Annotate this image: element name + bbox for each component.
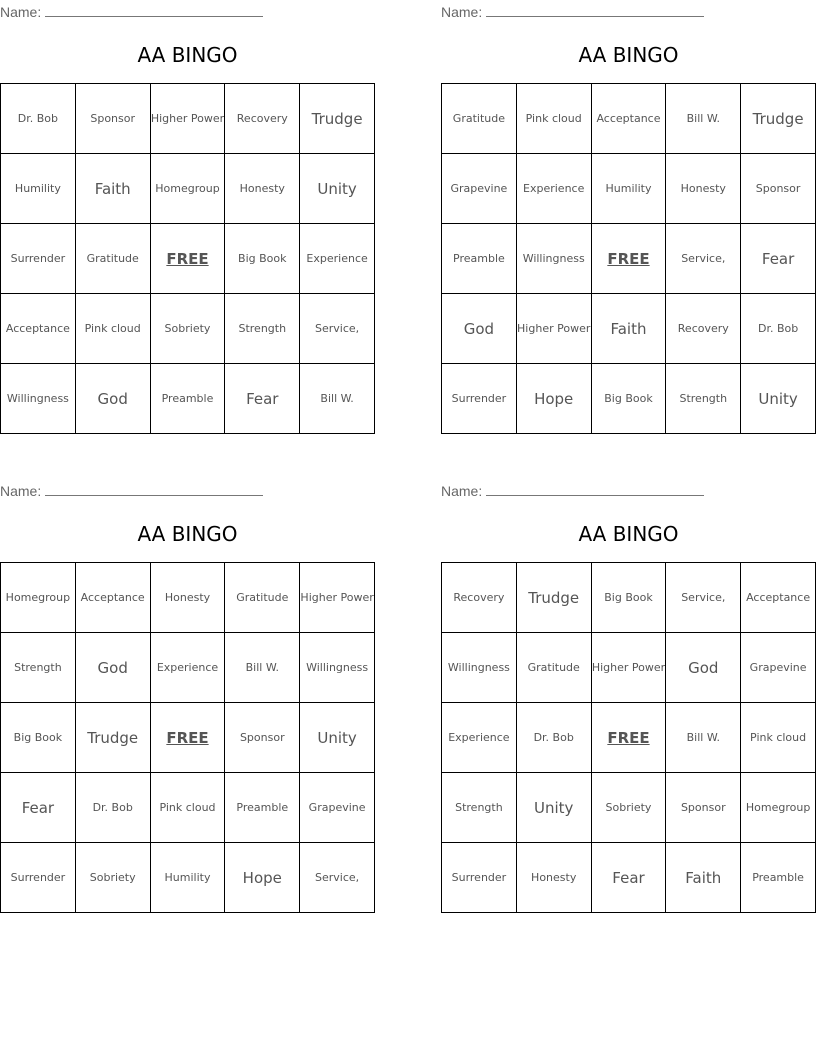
bingo-cell[interactable]: Service, (300, 843, 375, 913)
free-space-cell[interactable]: FREE (151, 224, 226, 294)
bingo-cell[interactable]: Trudge (76, 703, 151, 773)
bingo-cell[interactable]: God (442, 294, 517, 364)
bingo-cell[interactable]: Willingness (300, 633, 375, 703)
bingo-cell[interactable]: Honesty (225, 154, 300, 224)
bingo-cell[interactable]: Bill W. (666, 703, 741, 773)
bingo-cell[interactable]: Honesty (151, 563, 226, 633)
card-title: AA BINGO (578, 522, 679, 546)
bingo-cell[interactable]: Higher Power (592, 633, 667, 703)
bingo-grid (441, 562, 816, 913)
bingo-cell[interactable]: Higher Power (300, 563, 375, 633)
bingo-cell[interactable]: Dr. Bob (76, 773, 151, 843)
bingo-cell[interactable]: Grapevine (442, 154, 517, 224)
bingo-cell[interactable]: Service, (666, 563, 741, 633)
bingo-cell[interactable]: Bill W. (666, 84, 741, 154)
name-blank-line[interactable] (486, 481, 704, 496)
bingo-cell[interactable]: Bill W. (300, 364, 375, 434)
bingo-cell[interactable]: Grapevine (741, 633, 816, 703)
bingo-cell[interactable]: Big Book (592, 563, 667, 633)
bingo-cell[interactable]: Trudge (741, 84, 816, 154)
name-field (0, 481, 263, 499)
bingo-cell[interactable]: Honesty (666, 154, 741, 224)
name-field (0, 2, 263, 20)
bingo-cell[interactable]: Faith (76, 154, 151, 224)
bingo-cell[interactable]: Grapevine (300, 773, 375, 843)
bingo-cell[interactable]: Big Book (225, 224, 300, 294)
bingo-cell[interactable]: Homegroup (1, 563, 76, 633)
bingo-cell[interactable]: Preamble (225, 773, 300, 843)
bingo-cell[interactable]: Unity (517, 773, 592, 843)
bingo-cell[interactable]: Trudge (300, 84, 375, 154)
card-title: AA BINGO (137, 43, 238, 67)
bingo-cell[interactable]: Strength (666, 364, 741, 434)
bingo-cell[interactable]: Fear (592, 843, 667, 913)
bingo-cell[interactable]: Preamble (151, 364, 226, 434)
bingo-cell[interactable]: Humility (1, 154, 76, 224)
bingo-cell[interactable]: Recovery (225, 84, 300, 154)
bingo-cell[interactable]: Acceptance (741, 563, 816, 633)
free-space-cell[interactable]: FREE (592, 224, 667, 294)
card-title: AA BINGO (137, 522, 238, 546)
bingo-cell[interactable]: Sponsor (741, 154, 816, 224)
bingo-cell[interactable]: Homegroup (151, 154, 226, 224)
name-label: Name: (0, 4, 42, 20)
name-field (441, 2, 704, 20)
bingo-cell[interactable]: Hope (517, 364, 592, 434)
bingo-cell[interactable]: Surrender (1, 843, 76, 913)
bingo-cell[interactable]: Big Book (592, 364, 667, 434)
bingo-cell[interactable]: Acceptance (1, 294, 76, 364)
bingo-cell[interactable]: Surrender (1, 224, 76, 294)
bingo-cell[interactable]: Fear (225, 364, 300, 434)
bingo-cell[interactable]: God (666, 633, 741, 703)
bingo-cell[interactable]: Service, (300, 294, 375, 364)
bingo-cell[interactable]: Higher Power (151, 84, 226, 154)
bingo-card-3 (0, 479, 375, 913)
bingo-cell[interactable]: God (76, 633, 151, 703)
bingo-grid (0, 83, 375, 434)
bingo-cell[interactable]: Willingness (1, 364, 76, 434)
bingo-cell[interactable]: Fear (741, 224, 816, 294)
bingo-cell[interactable]: Dr. Bob (741, 294, 816, 364)
bingo-cell[interactable]: Experience (300, 224, 375, 294)
card-title: AA BINGO (578, 43, 679, 67)
bingo-cell[interactable]: Dr. Bob (517, 703, 592, 773)
bingo-cell[interactable]: Honesty (517, 843, 592, 913)
bingo-cell[interactable]: Service, (666, 224, 741, 294)
bingo-cell[interactable]: Gratitude (442, 84, 517, 154)
bingo-card-2 (441, 0, 816, 434)
bingo-cell[interactable]: Homegroup (741, 773, 816, 843)
name-label: Name: (0, 483, 42, 499)
bingo-cell[interactable]: Experience (442, 703, 517, 773)
free-space-cell[interactable]: FREE (592, 703, 667, 773)
bingo-cell[interactable]: Gratitude (517, 633, 592, 703)
bingo-cell[interactable]: Recovery (666, 294, 741, 364)
bingo-cell[interactable]: Unity (300, 154, 375, 224)
bingo-cell[interactable]: Hope (225, 843, 300, 913)
bingo-grid (441, 83, 816, 434)
bingo-cell[interactable]: Pink cloud (517, 84, 592, 154)
bingo-card-4 (441, 479, 816, 913)
free-space-cell[interactable]: FREE (151, 703, 226, 773)
bingo-cell[interactable]: Preamble (741, 843, 816, 913)
bingo-cell[interactable]: Fear (1, 773, 76, 843)
bingo-cell[interactable]: Surrender (442, 364, 517, 434)
bingo-cell[interactable]: Unity (300, 703, 375, 773)
bingo-cell[interactable]: Big Book (1, 703, 76, 773)
bingo-cell[interactable]: Strength (442, 773, 517, 843)
name-label: Name: (441, 483, 483, 499)
bingo-cell[interactable]: Willingness (517, 224, 592, 294)
bingo-cell[interactable]: Sponsor (76, 84, 151, 154)
bingo-cell[interactable]: Sponsor (666, 773, 741, 843)
bingo-cell[interactable]: Pink cloud (76, 294, 151, 364)
bingo-cell[interactable]: Strength (1, 633, 76, 703)
bingo-cell[interactable]: Pink cloud (151, 773, 226, 843)
bingo-cell[interactable]: Humility (592, 154, 667, 224)
name-blank-line[interactable] (45, 481, 263, 496)
name-label: Name: (441, 4, 483, 20)
bingo-cell[interactable]: Unity (741, 364, 816, 434)
bingo-cell[interactable]: Willingness (442, 633, 517, 703)
bingo-cell[interactable]: Faith (592, 294, 667, 364)
bingo-cell[interactable]: Gratitude (225, 563, 300, 633)
bingo-cell[interactable]: Higher Power (517, 294, 592, 364)
bingo-cell[interactable]: Dr. Bob (1, 84, 76, 154)
bingo-cell[interactable]: Faith (666, 843, 741, 913)
name-field (441, 481, 704, 499)
bingo-cell[interactable]: Trudge (517, 563, 592, 633)
bingo-cell[interactable]: Sobriety (151, 294, 226, 364)
bingo-cell[interactable]: Pink cloud (741, 703, 816, 773)
bingo-cell[interactable]: Experience (151, 633, 226, 703)
bingo-cell[interactable]: Sobriety (592, 773, 667, 843)
bingo-cell[interactable]: Acceptance (592, 84, 667, 154)
bingo-cell[interactable]: Recovery (442, 563, 517, 633)
bingo-cell[interactable]: God (76, 364, 151, 434)
name-blank-line[interactable] (45, 2, 263, 17)
bingo-cell[interactable]: Humility (151, 843, 226, 913)
name-blank-line[interactable] (486, 2, 704, 17)
bingo-cell[interactable]: Sponsor (225, 703, 300, 773)
bingo-cell[interactable]: Experience (517, 154, 592, 224)
bingo-grid (0, 562, 375, 913)
bingo-card-1 (0, 0, 375, 434)
bingo-cell[interactable]: Bill W. (225, 633, 300, 703)
bingo-cell[interactable]: Sobriety (76, 843, 151, 913)
bingo-cell[interactable]: Preamble (442, 224, 517, 294)
bingo-cell[interactable]: Surrender (442, 843, 517, 913)
bingo-cell[interactable]: Gratitude (76, 224, 151, 294)
bingo-cell[interactable]: Acceptance (76, 563, 151, 633)
bingo-cell[interactable]: Strength (225, 294, 300, 364)
